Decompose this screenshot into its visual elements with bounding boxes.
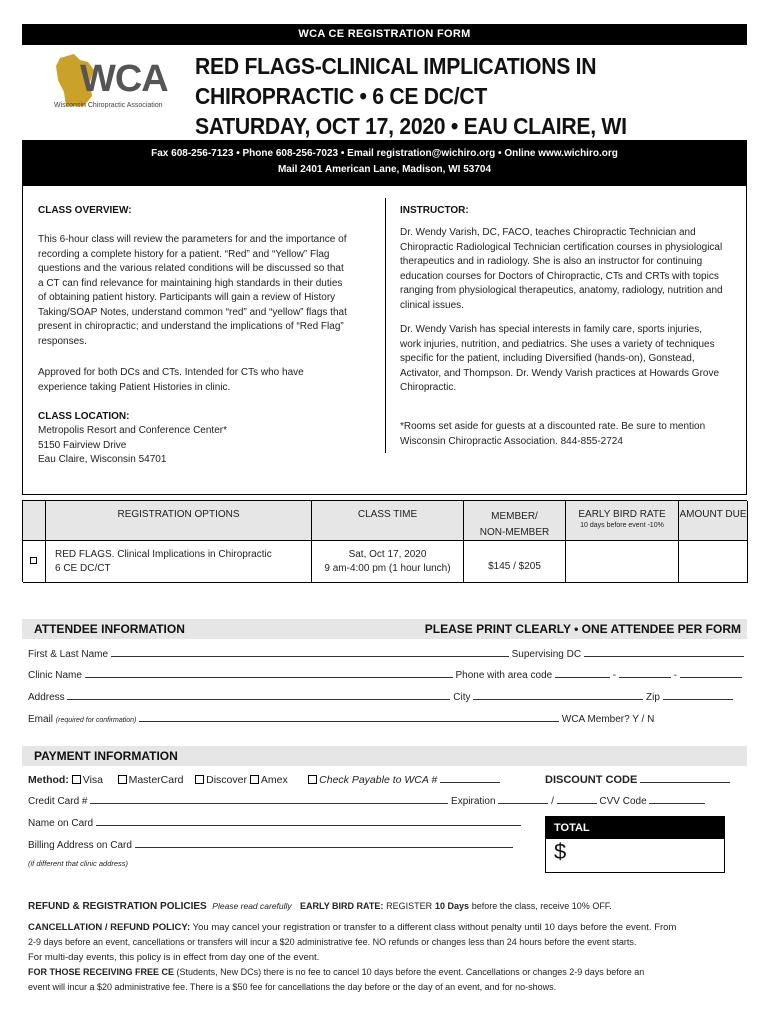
exp-month-field[interactable]: [498, 794, 548, 804]
logo-subtitle: Wisconsin Chiropractic Association: [54, 102, 163, 109]
clinic-name-field[interactable]: [85, 668, 453, 678]
policies-header-row: REFUND & REGISTRATION POLICIES Please read carefully EARLY BIRD RATE: REGISTER 10 Days before the class, receive 10% OFF.: [28, 901, 612, 912]
instructor-interests: Dr. Wendy Varish has special interests in family care, sports injuries, work injuries, nutrition, and pediatrics. She uses a variety of techniques specific for the patient, including Diversified (hands-on), Gonstead, Activator, and Thompson. Dr. Wendy Varish practices at Howards Grove Chiropractic.: [400, 324, 720, 393]
early-bird-input[interactable]: [566, 541, 679, 583]
exp-year-field[interactable]: [557, 794, 597, 804]
overview-heading: CLASS OVERVIEW:: [38, 205, 132, 216]
clinic-row: Clinic Name Phone with area code - -: [28, 668, 742, 681]
total-label: TOTAL: [546, 817, 724, 839]
location-heading: CLASS LOCATION:: [38, 411, 130, 422]
amex-checkbox[interactable]: [250, 775, 259, 784]
location-address: Metropolis Resort and Conference Center* 5150 Fairview Drive Eau Claire, Wisconsin 54701: [38, 425, 227, 465]
name-on-card-field[interactable]: [96, 816, 521, 826]
option-checkbox-cell: [23, 541, 46, 583]
instructor-heading: INSTRUCTOR:: [400, 205, 469, 216]
policies-heading: REFUND & REGISTRATION POLICIES: [28, 901, 207, 912]
address-row: Address City Zip: [28, 690, 733, 703]
first-last-name-field[interactable]: [111, 647, 509, 657]
amount-due-input[interactable]: [679, 541, 748, 583]
phone-prefix-field[interactable]: [619, 668, 671, 678]
discount-row: DISCOUNT CODE: [545, 773, 730, 786]
column-divider: [385, 198, 386, 453]
logo-wordmark: WCA: [80, 58, 168, 100]
credit-card-field[interactable]: [90, 794, 448, 804]
header-class-time: CLASS TIME: [312, 501, 464, 541]
total-box: [545, 816, 725, 873]
address-field[interactable]: [67, 690, 450, 700]
supervising-dc-field[interactable]: [584, 647, 744, 657]
attendee-heading: ATTENDEE INFORMATION: [34, 622, 185, 636]
name-on-card-row: Name on Card: [28, 816, 521, 829]
email-field[interactable]: [139, 712, 559, 722]
billing-address-field[interactable]: [135, 838, 513, 848]
phone-line-field[interactable]: [680, 668, 742, 678]
intended-audience: Approved for both DCs and CTs. Intended for CTs who have experience taking Patient Histories in clinic.: [38, 367, 304, 393]
header-options: REGISTRATION OPTIONS: [46, 501, 312, 541]
payment-section-bar: [22, 746, 747, 766]
print-clearly-note: PLEASE PRINT CLEARLY • ONE ATTENDEE PER FORM: [424, 622, 741, 636]
option-name: RED FLAGS. Clinical Implications in Chiropractic 6 CE DC/CT: [46, 541, 312, 583]
contact-line: Fax 608-256-7123 • Phone 608-256-7023 • Email registration@wichiro.org • Online www.wichiro.org: [151, 148, 618, 159]
option-time: Sat, Oct 17, 2020 9 am-4:00 pm (1 hour lunch): [312, 541, 464, 583]
instructor-bio: Dr. Wendy Varish, DC, FACO, teaches Chiropractic Technician and Chiropractic Radiological Technician certification courses in physiological therapeutics and in radiology. She is also an instructor for continuing education courses for Doctors of Chiropractic, CTs and CRTs with topics ranging from physiological therapeutics, anatomy, radiology, nutrition and clinical issues.: [400, 227, 723, 311]
table-corner: [23, 501, 46, 541]
discount-code-field[interactable]: [640, 773, 730, 783]
mail-line: Mail 2401 American Lane, Madison, WI 53704: [277, 164, 492, 175]
name-row: First & Last Name Supervising DC: [28, 647, 744, 660]
option-price: $145 / $205: [464, 541, 566, 583]
course-title-line2: CHIROPRACTIC • 6 CE DC/CT: [195, 83, 488, 109]
phone-area-field[interactable]: [555, 668, 610, 678]
overview-text: This 6-hour class will review the parameters for and the importance of recording a complete history for a patient. “Red” and “Yellow” Flag questions and the various related conditions will be discussed so that a CT can find relevance for maintaining high standards in their duties of obtaining patient history. Participants will gain a review of History Taking/SOAP Notes, understand common “red” and “yellow” flags that present in chiropractic; and understand the implications of “Red Flag” responses.: [38, 234, 347, 347]
attendee-section-bar: [22, 619, 747, 639]
payment-method-row: Method: Visa MasterCard Discover Amex Check Payable to WCA #: [28, 773, 500, 786]
wca-member-question[interactable]: WCA Member? Y / N: [561, 714, 655, 725]
payment-heading: PAYMENT INFORMATION: [34, 749, 178, 763]
contact-bar: [22, 140, 747, 185]
header-amount-due: AMOUNT DUE: [679, 501, 748, 541]
course-title-line1: RED FLAGS-CLINICAL IMPLICATIONS IN: [195, 53, 597, 79]
form-type-banner: WCA CE REGISTRATION FORM: [22, 24, 747, 45]
cvv-field[interactable]: [649, 794, 705, 804]
wca-logo: [50, 50, 185, 120]
header-member: MEMBER/ NON-MEMBER: [464, 501, 566, 541]
header-early-bird: EARLY BIRD RATE 10 days before event -10%: [566, 501, 679, 541]
registration-options-table: [22, 500, 747, 582]
billing-row: Billing Address on Card: [28, 838, 513, 851]
course-date-location: SATURDAY, OCT 17, 2020 • EAU CLAIRE, WI: [195, 113, 627, 139]
email-row: Email (required for confirmation) WCA Member? Y / N: [28, 714, 655, 725]
visa-checkbox[interactable]: [72, 775, 81, 784]
check-checkbox[interactable]: [308, 775, 317, 784]
billing-note: (if different that clinic address): [28, 859, 129, 868]
check-number-field[interactable]: [440, 773, 500, 783]
option-checkbox[interactable]: [30, 557, 37, 564]
city-field[interactable]: [473, 690, 643, 700]
zip-field[interactable]: [663, 690, 733, 700]
total-amount-field[interactable]: $: [554, 839, 567, 864]
mastercard-checkbox[interactable]: [118, 775, 127, 784]
rooms-note: *Rooms set aside for guests at a discounted rate. Be sure to mention Wisconsin Chiropractic Association. 844-855-2724: [400, 421, 706, 447]
card-row: Credit Card # Expiration / CVV Code: [28, 794, 705, 807]
discover-checkbox[interactable]: [195, 775, 204, 784]
cancellation-policy: CANCELLATION / REFUND POLICY: You may cancel your registration or transfer to a different class without penalty until 10 days before the event. From 2-9 days before an event, cancellations or transfers will incur a $20 administrative fee. NO refunds or changes less than 24 hours before the event starts. For multi-day events, this policy is in effect from day one of the event. FOR THOSE RECEIVING FREE CE (Students, New DCs) there is no fee to cancel 10 days before the event. Cancellations or changes 2-9 days before an event will incur a $20 administrative fee. There is a $50 fee for cancellations the day before or the day of an event, and for no-shows.: [28, 922, 677, 992]
